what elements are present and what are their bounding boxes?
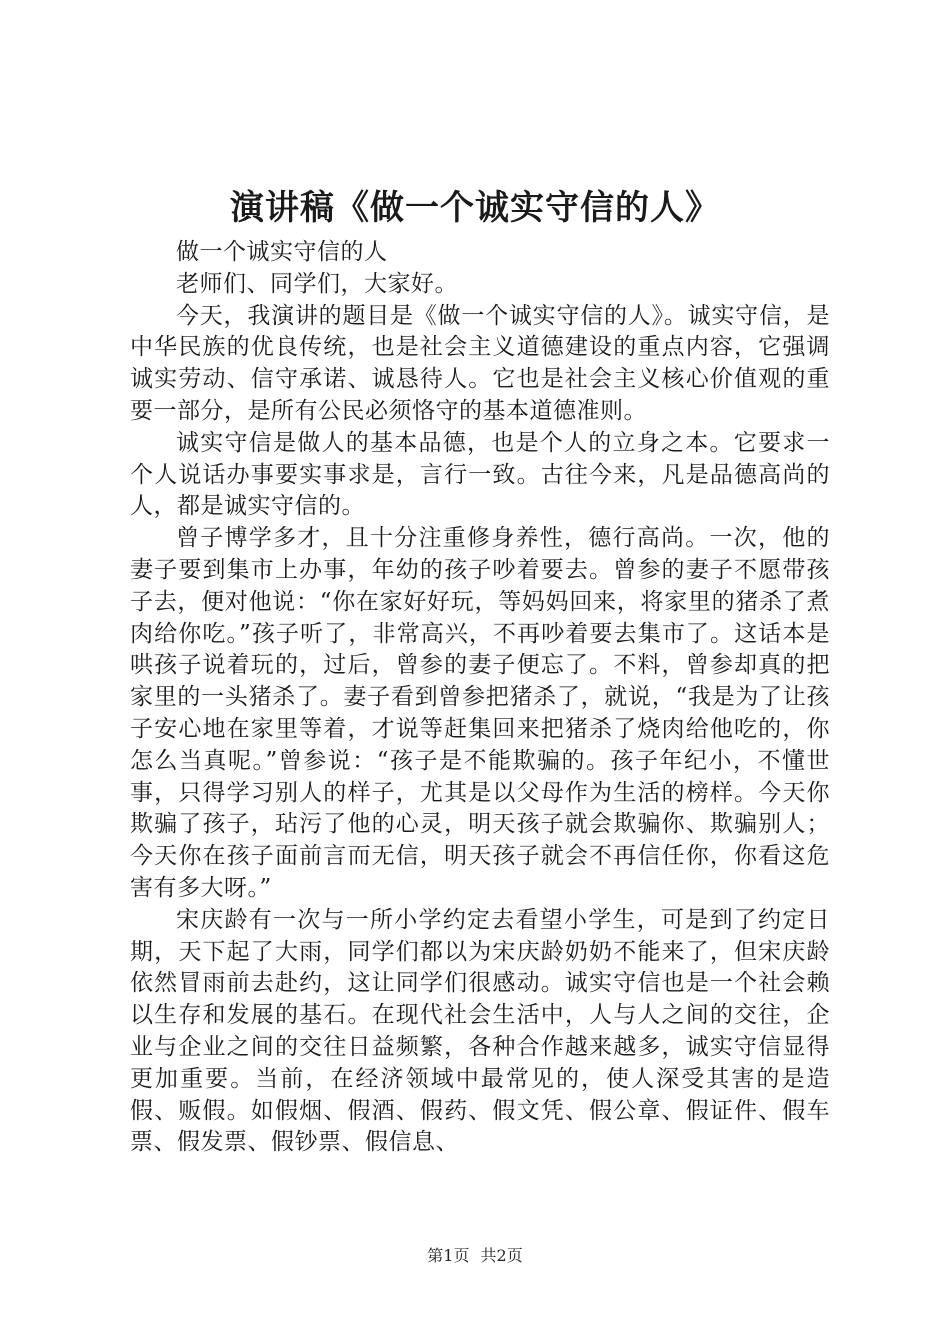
paragraph-greeting: 老师们、同学们，大家好。 bbox=[176, 270, 458, 297]
document-title: 演讲稿《做一个诚实守信的人》 bbox=[230, 188, 720, 228]
page-number: 第1页 bbox=[427, 1246, 470, 1265]
paragraph: 今天，我演讲的题目是《做一个诚实守信的人》。诚实守信，是中华民族的优良传统，也是社会主义道德建设的重点内容，它强调诚实劳动、信守承诺、诚恳待人。它也是社会主义核心价值观的重要一部分，是所有公民必须恪守的基本道德准则。 bbox=[130, 302, 830, 424]
paragraph: 宋庆龄有一次与一所小学约定去看望小学生，可是到了约定日期，天下起了大雨，同学们都以为宋庆龄奶奶不能来了，但宋庆龄依然冒雨前去赴约，这让同学们很感动。诚实守信也是一个社会赖以生存和发展的基石。在现代社会生活中，人与人之间的交往，企业与企业之间的交往日益频繁，各种合作越来越多，诚实守信显得更加重要。当前，在经济领域中最常见的，使人深受其害的是造假、贩假。如假烟、假酒、假药、假文凭、假公章、假证件、假车票、假发票、假钞票、假信息、 bbox=[130, 906, 830, 1156]
paragraph-subtitle: 做一个诚实守信的人 bbox=[176, 239, 388, 265]
paragraph: 曾子博学多才，且十分注重修身养性，德行高尚。一次，他的妻子要到集市上办事，年幼的孩子吵着要去。曾参的妻子不愿带孩子去，便对他说：“你在家好好玩，等妈妈回来，将家里的猪杀了煮肉给你吃。”孩子听了，非常高兴，不再吵着要去集市了。这话本是哄孩子说着玩的，过后，曾参的妻子便忘了。不料，曾参却真的把家里的一头猪杀了。妻子看到曾参把猪杀了，就说，“我是为了让孩子安心地在家里等着，才说等赶集回来把猪杀了烧肉给他吃的，你怎么当真呢。”曾参说：“孩子是不能欺骗的。孩子年纪小，不懂世事，只得学习别人的样子，尤其是以父母作为生活的榜样。今天你欺骗了孩子，玷污了他的心灵，明天孩子就会欺骗你、欺骗别人；今天你在孩子面前言而无信，明天孩子就会不再信任你，你看这危害有多大呀。” bbox=[130, 525, 830, 901]
page-footer bbox=[0, 1244, 950, 1268]
page-total: 共2页 bbox=[480, 1246, 523, 1265]
paragraph: 诚实守信是做人的基本品德，也是个人的立身之本。它要求一个人说话办事要实事求是，言行一致。古往今来，凡是品德高尚的人，都是诚实守信的。 bbox=[130, 429, 830, 520]
document-body bbox=[130, 237, 830, 1159]
